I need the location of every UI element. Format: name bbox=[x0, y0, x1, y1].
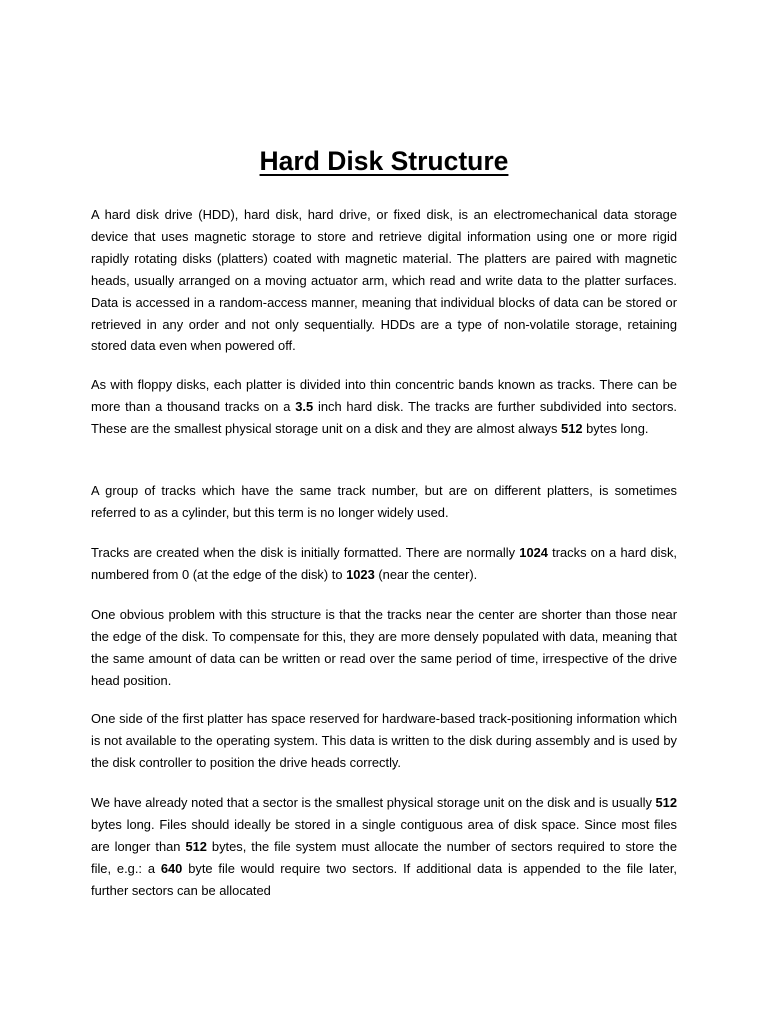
text-segment: inch hard disk. The tracks are further subdivided into sectors. These are the smallest physical storage unit on a disk and they are almost always bbox=[91, 398, 677, 436]
paragraph-sector-allocation bbox=[91, 792, 677, 902]
bold-number: 1023 bbox=[346, 566, 375, 582]
bold-number: 3.5 bbox=[295, 398, 314, 414]
text-segment: Tracks are created when the disk is initially formatted. There are normally bbox=[91, 545, 520, 560]
bold-number: 512 bbox=[185, 838, 207, 854]
text-segment: As with floppy disks, each platter is divided into thin concentric bands known as tracks. There can be more than a thousand tracks on a bbox=[91, 377, 677, 414]
bold-number: 512 bbox=[561, 420, 583, 436]
text-segment: We have already noted that a sector is the smallest physical storage unit on the disk and is usually bbox=[91, 795, 656, 810]
paragraph-density: One obvious problem with this structure is that the tracks near the center are shorter than those near the edge of the disk. To compensate for this, they are more densely populated with data, meaning that the same amount of data can be written or read over the same period of time, irrespective of the drive head position. bbox=[91, 607, 677, 688]
text-segment: byte file would require two sectors. If additional data is appended to the file later, further sectors can be allocated bbox=[91, 860, 677, 898]
bold-number: 640 bbox=[160, 860, 183, 876]
text-segment: (near the center). bbox=[374, 566, 478, 582]
bold-number: 512 bbox=[655, 795, 677, 810]
paragraph-cylinder: A group of tracks which have the same track number, but are on different platters, is sometimes referred to as a cylinder, but this term is no longer widely used. bbox=[91, 483, 677, 520]
paragraph-formatting bbox=[91, 542, 677, 586]
document-title: Hard Disk Structure bbox=[259, 146, 509, 176]
paragraph-tracks-sectors bbox=[91, 374, 677, 440]
paragraph-hdd-definition: A hard disk drive (HDD), hard disk, hard drive, or fixed disk, is an electromechanical data storage device that uses magnetic storage to store and retrieve digital information using one or more rigid rapidly rotating disks (platters) coated with magnetic material. The platters are paired with magnetic heads, usually arranged on a moving actuator arm, which read and write data to the platter surfaces. Data is accessed in a random-access manner, meaning that individual blocks of data can be stored or retrieved in any order and not only sequentially. HDDs are a type of non-volatile storage, retaining stored data even when powered off. bbox=[91, 207, 677, 354]
text-segment: bytes long. bbox=[582, 420, 649, 436]
text-segment: bytes long. Files should ideally be stored in a single contiguous area of disk space. Since most files are longer than bbox=[91, 816, 677, 854]
text-segment: bytes, the file system must allocate the number of sectors required to store the file, e.g.: a bbox=[91, 838, 677, 876]
text-segment: tracks on a hard disk, numbered from 0 (at the edge of the disk) to bbox=[91, 545, 677, 582]
paragraph-reserved-space: One side of the first platter has space reserved for hardware-based track-positioning information which is not available to the operating system. This data is written to the disk during assembly and is used by the disk controller to position the drive heads correctly. bbox=[91, 711, 677, 770]
bold-number: 1024 bbox=[519, 545, 548, 560]
